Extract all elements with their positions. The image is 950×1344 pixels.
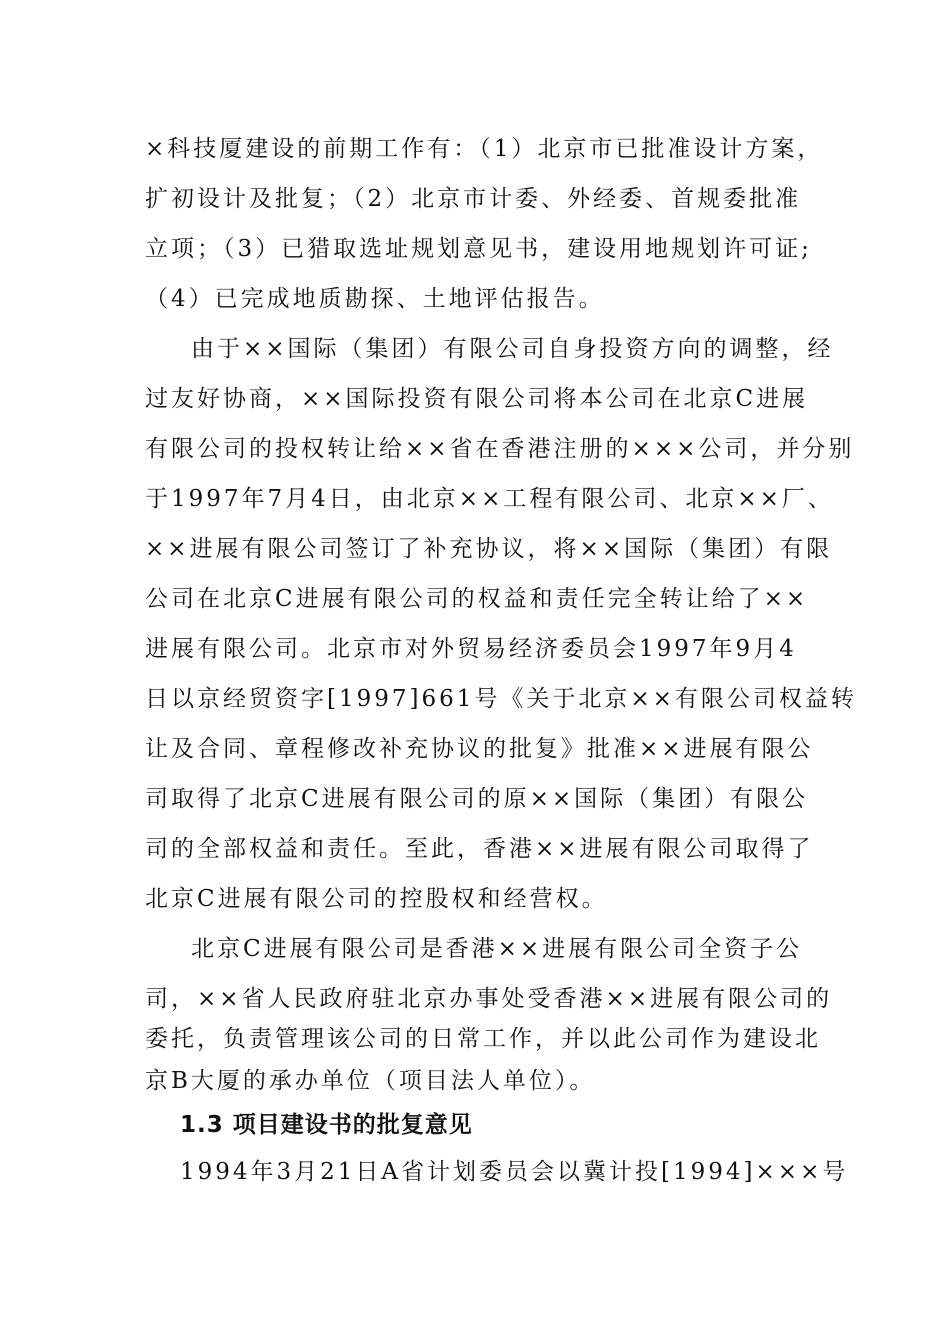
- paragraph-3-line-3: 委托，负责管理该公司的日常工作，并以此公司作为建设北: [145, 1026, 821, 1052]
- paragraph-2-line-12: 北京C进展有限公司的控股权和经营权。: [145, 886, 608, 912]
- paragraph-2-line-11: 司的全部权益和责任。至此，香港××进展有限公司取得了: [145, 836, 814, 862]
- section-heading: 1.3 项目建设书的批复意见: [180, 1112, 473, 1138]
- paragraph-2-line-6: 公司在北京C进展有限公司的权益和责任完全转让给了××: [145, 586, 809, 612]
- paragraph-1-line-1: ×科技厦建设的前期工作有：（1）北京市已批准设计方案，: [145, 136, 824, 162]
- paragraph-3-line-4: 京B大厦的承办单位（项目法人单位）。: [145, 1068, 596, 1094]
- paragraph-2-line-9: 让及合同、章程修改补充协议的批复》批准××进展有限公: [145, 736, 814, 762]
- paragraph-2-line-2: 过友好协商，××国际投资有限公司将本公司在北京C进展: [145, 386, 809, 412]
- paragraph-2-line-7: 进展有限公司。北京市对外贸易经济委员会1997年9月4: [145, 636, 797, 662]
- paragraph-3-line-1: 北京C进展有限公司是香港××进展有限公司全资子公: [191, 936, 803, 962]
- paragraph-1-line-2: 扩初设计及批复；（2）北京市计委、外经委、首规委批准: [145, 186, 802, 212]
- paragraph-2-line-10: 司取得了北京C进展有限公司的原××国际（集团）有限公: [145, 786, 809, 812]
- paragraph-2-line-3: 有限公司的投权转让给××省在香港注册的×××公司，并分别: [145, 436, 855, 462]
- paragraph-2-line-4: 于1997年7月4日，由北京××工程有限公司、北京××厂、: [145, 486, 834, 512]
- paragraph-3-line-2: 司，××省人民政府驻北京办事处受香港××进展有限公司的: [145, 986, 833, 1012]
- paragraph-2-line-1: 由于××国际（集团）有限公司自身投资方向的调整，经: [191, 336, 834, 362]
- paragraph-1-line-4: （4）已完成地质勘探、土地评估报告。: [145, 286, 605, 312]
- paragraph-2-line-8: 日以京经贸资字[1997]661号《关于北京××有限公司权益转: [145, 686, 857, 712]
- paragraph-1-line-3: 立项；（3）已猎取选址规划意见书，建设用地规划许可证;: [145, 236, 812, 262]
- paragraph-4-line-1: 1994年3月21日A省计划委员会以冀计投[1994]×××号: [180, 1159, 849, 1185]
- paragraph-2-line-5: ××进展有限公司签订了补充协议，将××国际（集团）有限: [145, 536, 833, 562]
